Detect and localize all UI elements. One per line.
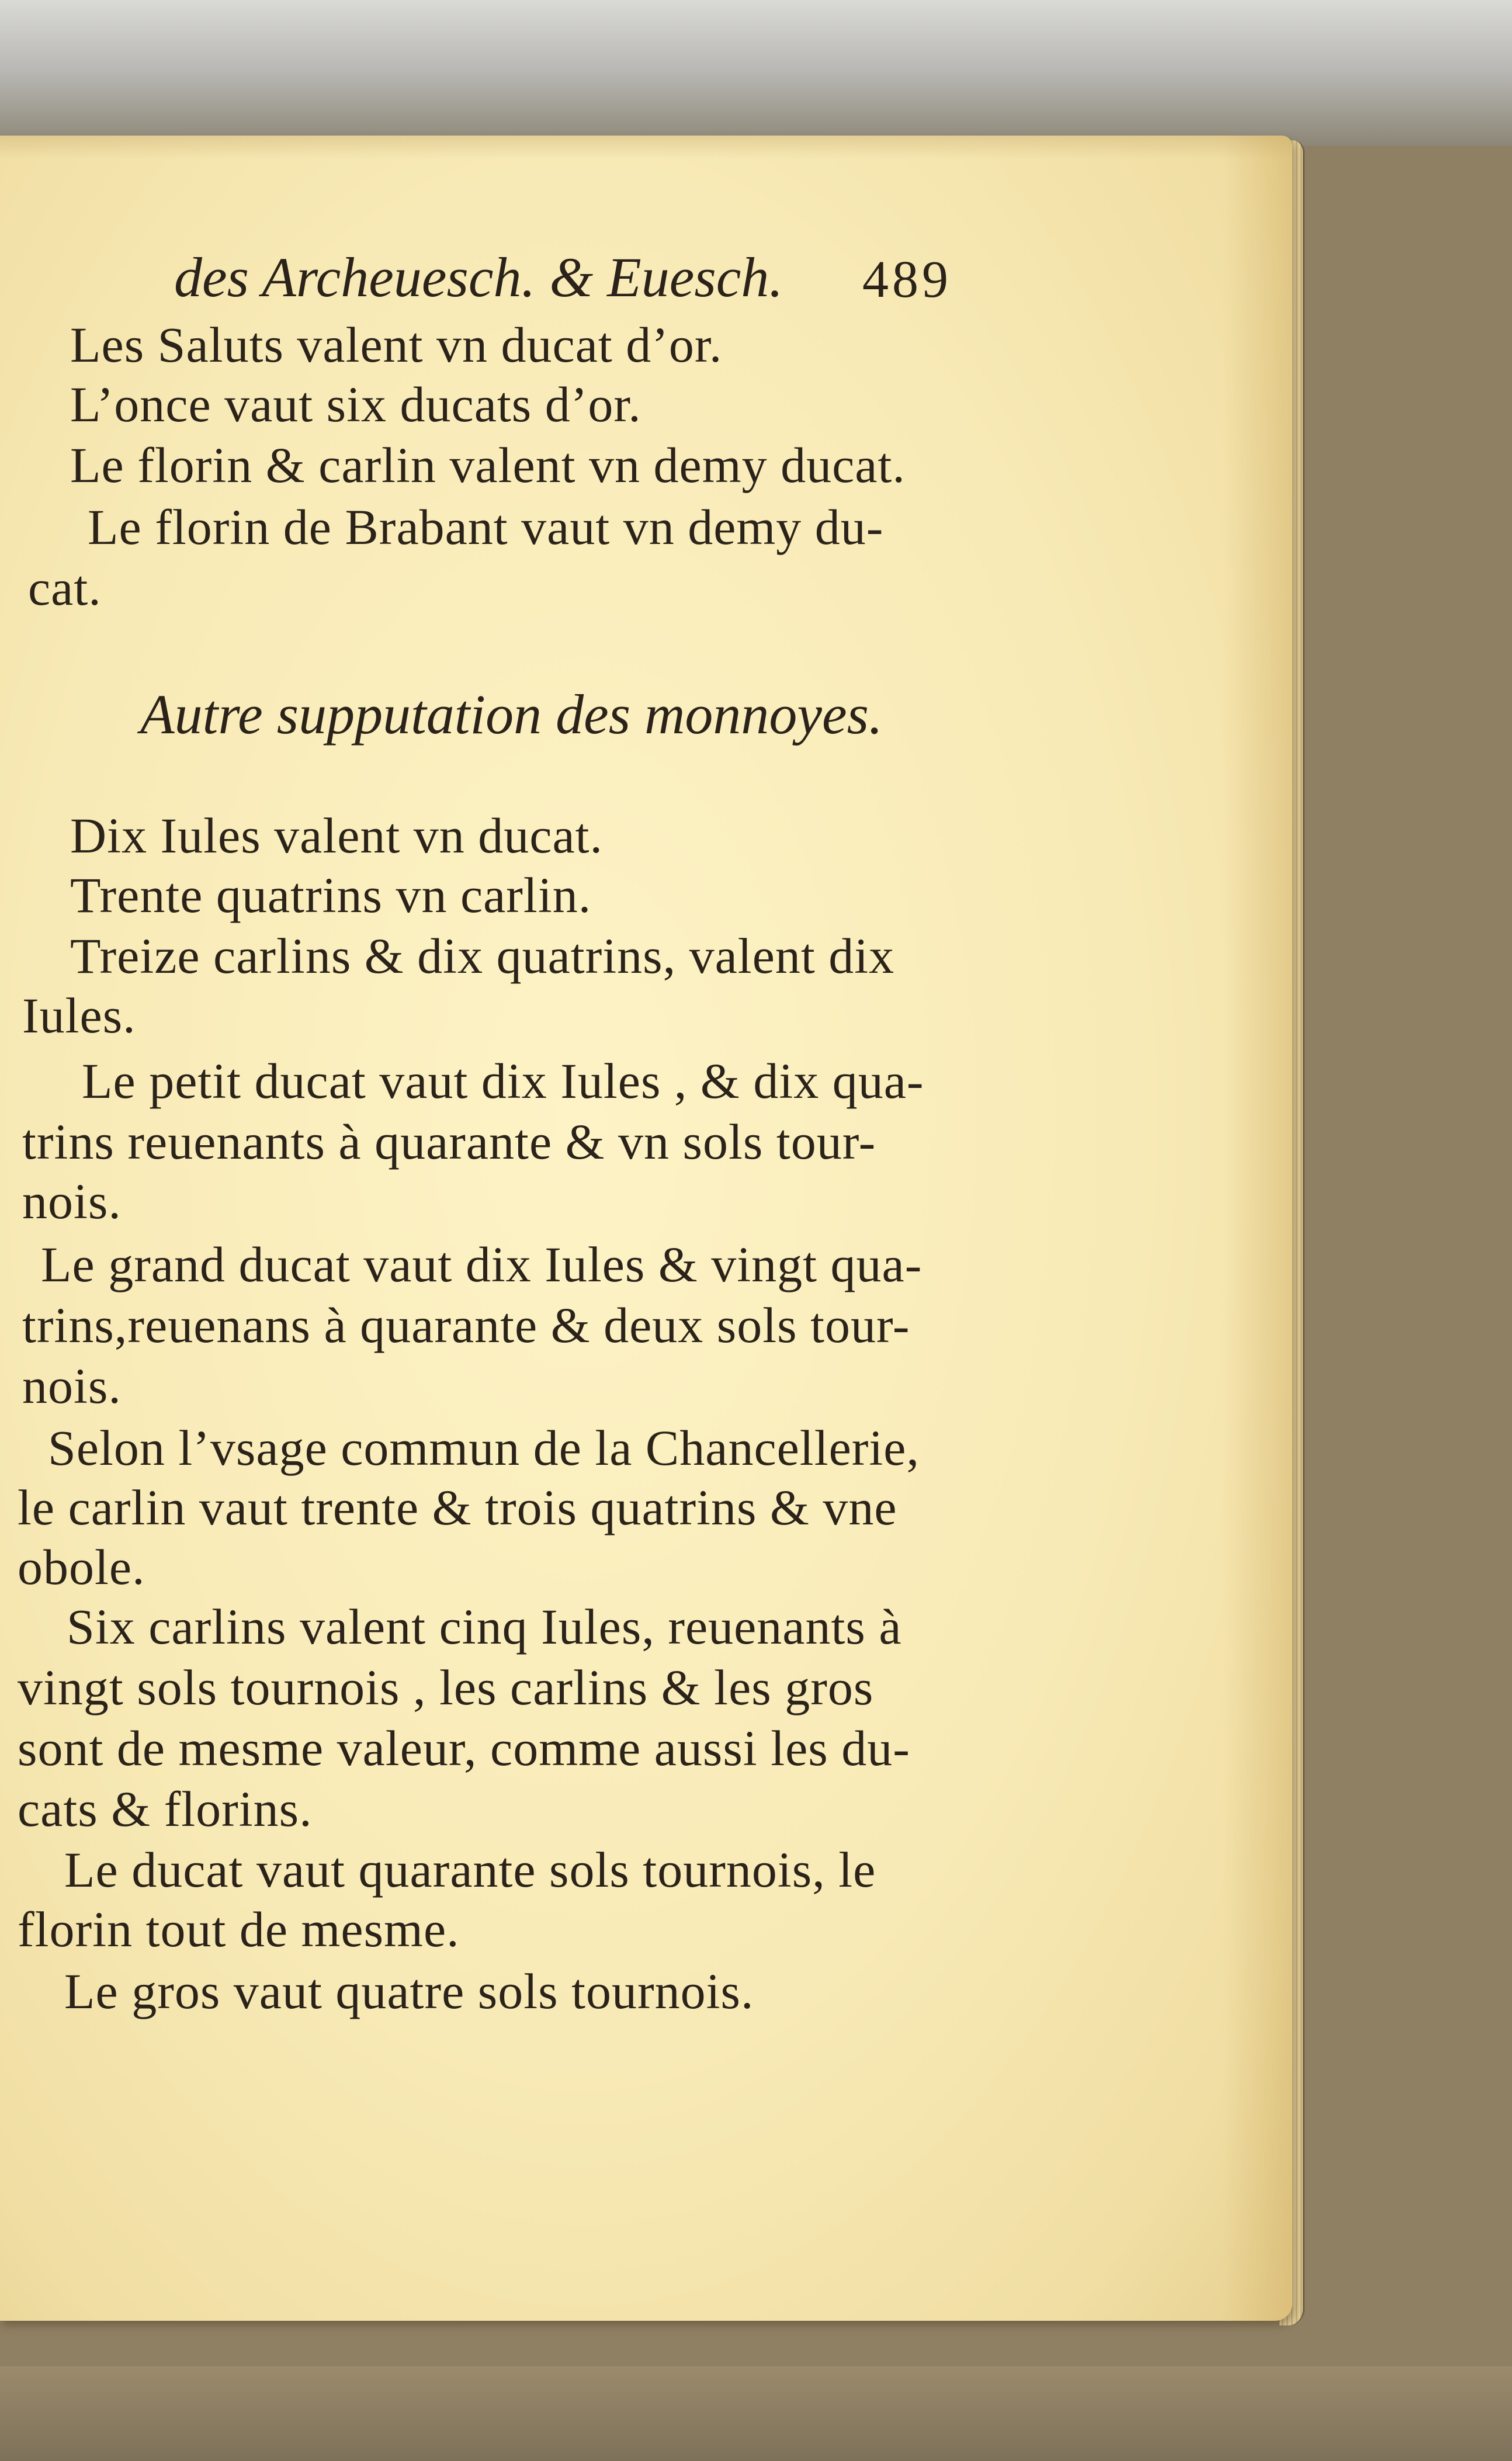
text-line: Le ducat vaut quarante sols tournois, le xyxy=(64,1842,876,1898)
text-line: L’once vaut six ducats d’or. xyxy=(70,376,641,432)
text-line: vingt sols tournois , les carlins & les gros xyxy=(18,1659,874,1715)
scan-background-bottom xyxy=(0,2366,1512,2461)
text-line: Iules. xyxy=(22,987,136,1044)
text-line: Trente quatrins vn carlin. xyxy=(70,867,592,923)
text-line: Les Saluts valent vn ducat d’or. xyxy=(70,317,723,373)
text-line: trins reuenants à quarante & vn sols tour- xyxy=(22,1114,876,1170)
text-line: Selon l’vsage commun de la Chancellerie, xyxy=(48,1420,920,1476)
text-line: Le petit ducat vaut dix Iules , & dix qua- xyxy=(82,1053,924,1109)
text-line: nois. xyxy=(22,1358,122,1414)
page-stain-right xyxy=(1222,136,1292,2321)
text-line: Dix Iules valent vn ducat. xyxy=(70,807,604,864)
text-line: Six carlins valent cinq Iules, reuenants à xyxy=(67,1599,902,1655)
text-line: Le florin de Brabant vaut vn demy du- xyxy=(88,499,884,555)
text-line: Le grand ducat vaut dix Iules & vingt qua- xyxy=(41,1236,923,1292)
text-line: Le florin & carlin valent vn demy ducat. xyxy=(70,437,906,493)
scan-background-top xyxy=(0,0,1512,146)
page-number: 489 xyxy=(862,251,952,309)
text-line: le carlin vaut trente & trois quatrins & vne xyxy=(18,1479,897,1535)
text-line: cat. xyxy=(28,560,102,616)
page-stain-top xyxy=(0,136,1292,159)
text-line: obole. xyxy=(18,1539,145,1595)
text-line: Le gros vaut quatre sols tournois. xyxy=(64,1963,754,2019)
text-line: cats & florins. xyxy=(18,1781,313,1837)
running-title: des Archeuesch. & Euesch. xyxy=(174,246,783,309)
text-line: sont de mesme valeur, comme aussi les du- xyxy=(18,1720,910,1776)
section-heading: Autre supputation des monnoyes. xyxy=(140,683,883,746)
text-line: florin tout de mesme. xyxy=(18,1901,460,1957)
text-line: Treize carlins & dix quatrins, valent dix xyxy=(70,928,895,984)
text-line: nois. xyxy=(22,1173,122,1229)
text-line: trins,reuenans à quarante & deux sols tour- xyxy=(22,1297,910,1353)
